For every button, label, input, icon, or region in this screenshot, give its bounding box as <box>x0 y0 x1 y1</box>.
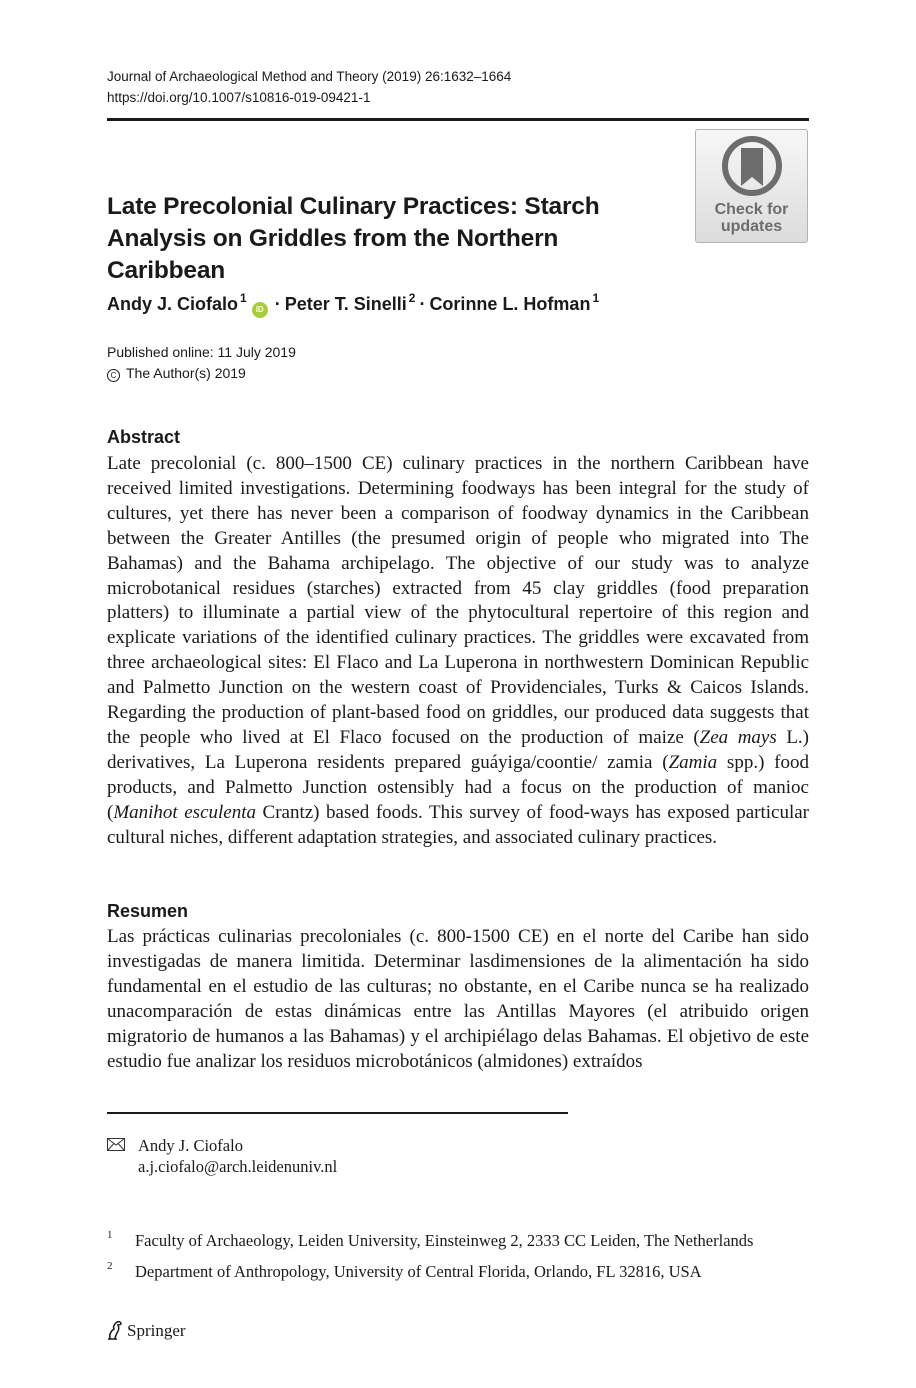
resumen-body: Las prácticas culinarias precoloniales (c. 800-1500 CE) en el norte del Caribe han sido investigadas de manera limitida. Determinar lasdimensiones de la alimentación ha sido fundamental en el estudio de las culturas; no obstante, en el Caribe nunca se ha realizado unacomparación de estas dinámicas entre las Antillas Mayores (el atribuido origen migratorio de humanos a las Bahamas) y el archipiélago delas Bahamas. El objetivo de este estudio fue analizar los residuos microbotánicos (almidones) extraídos <box>107 926 809 1072</box>
header-rule <box>107 118 809 121</box>
published-date: Published online: 11 July 2019 <box>107 344 296 360</box>
orcid-icon[interactable]: iD <box>252 302 268 318</box>
abstract-text: Late precolonial (c. 800–1500 CE) culinary practices in the northern Caribbean have received limited investigations. Determining foodways has been integral for the study of cultures, yet there has never been a comparison of foodway dynamics in the Caribbean between the Greater Antilles (the presumed origin of people who migrated into The Bahamas) and the Bahama archipelago. The objective of our study was to analyze microbotanical residues (starches) extracted from 45 clay griddles (food preparation platters) to illuminate a partial view of the phytocultural repertoire of this region and explicate variations of the identified culinary practices. The griddles were excavated from three archaeological sites: El Flaco and La Luperona in northwestern Dominican Republic and Palmetto Junction on the western coast of Providenciales, Turks & Caicos Islands. Regarding the production of plant-based food on griddles, our produced data suggests that the people who lived at El Flaco focused on the production of maize ( <box>107 453 809 748</box>
author-separator: · <box>274 294 281 314</box>
copyright-icon: C <box>107 369 120 382</box>
doi-link[interactable]: https://doi.org/10.1007/s10816-019-09421-1 <box>107 90 371 105</box>
author-list <box>107 284 599 318</box>
abstract-text: L.) derivatives, La Luperona residents prepared guáyiga/coontie/ zamia ( <box>107 726 809 773</box>
copyright-line <box>107 363 296 384</box>
affiliation-text: Faculty of Archaeology, Leiden University, Einsteinweg 2, 2333 CC Leiden, The Netherlands <box>135 1231 754 1250</box>
journal-header <box>107 66 511 108</box>
correspondent-name: Andy J. Ciofalo <box>138 1136 243 1155</box>
species-name: Zamia <box>668 751 718 773</box>
copyright-text: The Author(s) 2019 <box>126 365 246 381</box>
abstract-text: spp.) food products, and Palmetto Junction ostensibly had a focus on the production of manioc ( <box>107 751 809 823</box>
affiliation-number: 1 <box>107 1229 113 1241</box>
author-separator: · <box>419 294 426 314</box>
affiliation-text: Department of Anthropology, University of Central Florida, Orlando, FL 32816, USA <box>135 1262 702 1281</box>
affiliation-number: 2 <box>107 1260 113 1272</box>
correspondence-block <box>107 1135 337 1177</box>
species-name: Manihot esculenta <box>113 801 256 823</box>
author-name: Corinne L. Hofman <box>429 294 591 314</box>
check-for-updates-label: Check for updates <box>714 201 789 235</box>
article-title: Late Precolonial Culinary Practices: Starch Analysis on Griddles from the Northern Caribbean <box>107 193 600 284</box>
affiliation-item <box>107 1230 753 1251</box>
journal-citation: Journal of Archaeological Method and Theory (2019) 26:1632–1664 <box>107 69 512 84</box>
check-for-updates-badge[interactable] <box>695 129 808 243</box>
author-name: Peter T. Sinelli <box>284 294 407 314</box>
correspondent-email[interactable]: a.j.ciofalo@arch.leidenuniv.nl <box>138 1157 338 1176</box>
author-affiliation-mark: 2 <box>408 291 416 305</box>
abstract-heading: Abstract <box>107 427 181 447</box>
author-name: Andy J. Ciofalo <box>107 294 239 314</box>
abstract-body <box>107 452 809 851</box>
author-affiliation-mark: 1 <box>240 291 247 305</box>
publication-info <box>107 342 296 384</box>
species-name: Zea mays <box>699 726 777 748</box>
affiliation-item <box>107 1261 702 1282</box>
publisher-name: Springer <box>127 1321 186 1340</box>
springer-horse-icon <box>107 1320 123 1340</box>
author-affiliation-mark: 1 <box>592 291 600 305</box>
resumen-heading: Resumen <box>107 901 189 921</box>
footnote-rule <box>107 1112 568 1114</box>
publisher-logo <box>107 1319 186 1343</box>
envelope-icon <box>107 1138 125 1151</box>
bookmark-icon <box>722 136 782 198</box>
abstract-text: Crantz) based foods. This survey of food-ways has exposed particular cultural niches, different adaptation strategies, and associated culinary practices. <box>107 801 809 848</box>
